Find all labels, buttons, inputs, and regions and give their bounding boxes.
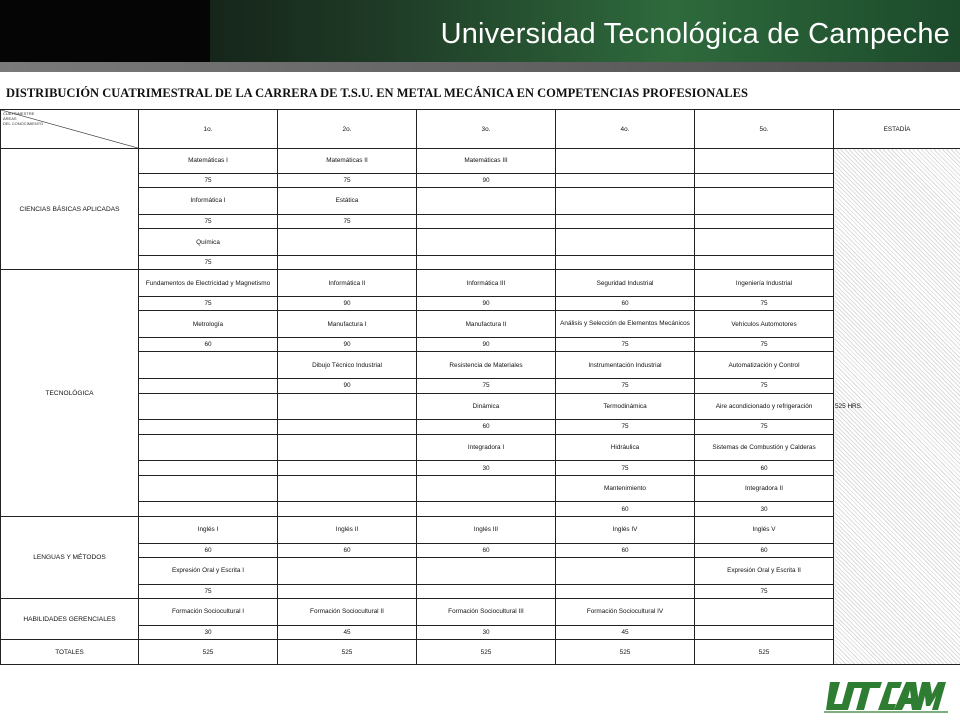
subject-cell: Matemáticas III [417,149,556,174]
header-gray-bar [0,62,960,72]
header-dark-panel [0,0,210,62]
hours-cell: 75 [556,420,695,434]
subject-cell: Ingeniería Industrial [695,270,834,297]
column-header-estadia: ESTADÍA [834,110,960,149]
empty-cell [278,434,417,461]
empty-cell [695,229,834,256]
subject-cell: Manufactura II [417,311,556,338]
corner-label-semester: CUATRIMESTRE [3,111,35,116]
table-row [1,584,960,598]
table-row [1,502,960,516]
area-habilidades-gerenciales: HABILIDADES GERENCIALES [1,599,139,640]
table-row [1,149,960,174]
subject-cell: Hidráulica [556,434,695,461]
hours-cell: 60 [695,543,834,557]
empty-cell [139,502,278,516]
empty-cell [695,149,834,174]
table-row [1,393,960,420]
hours-cell: 75 [139,173,278,187]
empty-cell [139,475,278,502]
column-header-3: 3o. [417,110,556,149]
table-row [1,420,960,434]
table-row [1,557,960,584]
table-row [1,229,960,256]
hours-cell: 75 [695,296,834,310]
subject-cell: Metrología [139,311,278,338]
empty-cell [556,557,695,584]
header-banner [0,0,960,62]
subject-cell: Inglés V [695,516,834,543]
empty-cell [417,188,556,215]
empty-cell [139,461,278,475]
hours-cell: 45 [556,625,695,639]
column-header-5: 5o. [695,110,834,149]
empty-cell [139,393,278,420]
empty-cell [417,255,556,269]
table-header-row [1,110,960,149]
subject-cell: Informática III [417,270,556,297]
hours-cell: 75 [139,296,278,310]
corner-header-cell [1,110,139,149]
subject-cell: Expresión Oral y Escrita I [139,557,278,584]
curriculum-table [0,109,960,665]
totals-row [1,640,960,665]
table-row [1,214,960,228]
table-row [1,173,960,187]
hours-cell: 90 [278,379,417,393]
hours-cell: 75 [695,584,834,598]
subject-cell: Termodinámica [556,393,695,420]
hours-cell: 60 [556,543,695,557]
empty-cell [695,188,834,215]
total-cell: 525 [695,640,834,665]
total-cell: 525 [139,640,278,665]
subject-cell: Formación Sociocultural III [417,599,556,626]
hours-cell: 60 [417,543,556,557]
totals-label: TOTALES [1,640,139,665]
column-header-4: 4o. [556,110,695,149]
empty-cell [556,584,695,598]
empty-cell [695,625,834,639]
table-row [1,270,960,297]
subject-cell: Vehículos Automotores [695,311,834,338]
empty-cell [417,557,556,584]
subject-cell: Mantenimiento [556,475,695,502]
subject-cell: Informática II [278,270,417,297]
subject-cell: Matemáticas I [139,149,278,174]
hours-cell: 30 [417,625,556,639]
empty-cell [139,434,278,461]
empty-cell [278,229,417,256]
subject-cell: Seguridad Industrial [556,270,695,297]
subject-cell: Expresión Oral y Escrita II [695,557,834,584]
empty-cell [278,557,417,584]
empty-cell [556,229,695,256]
hours-cell: 90 [417,173,556,187]
empty-cell [139,379,278,393]
empty-cell [278,393,417,420]
estadia-hours: 525 HRS. [835,403,863,411]
subject-cell: Inglés I [139,516,278,543]
table-row [1,543,960,557]
utcam-logo [822,678,950,714]
corner-label-areas: ÁREAS [3,116,17,121]
hours-cell: 60 [417,420,556,434]
empty-cell [556,188,695,215]
subject-cell: Dibujo Técnico Industrial [278,352,417,379]
empty-cell [417,214,556,228]
empty-cell [278,502,417,516]
table-row [1,625,960,639]
column-header-2: 2o. [278,110,417,149]
area-lenguas-metodos: LENGUAS Y MÉTODOS [1,516,139,598]
subject-cell: Dinámica [417,393,556,420]
hours-cell: 75 [417,379,556,393]
empty-cell [278,461,417,475]
subject-cell: Manufactura I [278,311,417,338]
hours-cell: 60 [139,338,278,352]
empty-cell [556,149,695,174]
empty-cell [278,584,417,598]
empty-cell [278,420,417,434]
table-row [1,434,960,461]
empty-cell [556,214,695,228]
hours-cell: 75 [139,214,278,228]
table-row [1,379,960,393]
area-tecnologica: TECNOLÓGICA [1,270,139,517]
empty-cell [695,173,834,187]
empty-cell [417,475,556,502]
empty-cell [278,475,417,502]
table-row [1,352,960,379]
subject-cell: Estática [278,188,417,215]
hours-cell: 75 [556,461,695,475]
table-row [1,311,960,338]
subject-cell: Inglés II [278,516,417,543]
hours-cell: 30 [695,502,834,516]
empty-cell [417,502,556,516]
hours-cell: 75 [139,584,278,598]
table-row [1,188,960,215]
empty-cell [695,599,834,626]
hours-cell: 60 [695,461,834,475]
hours-cell: 90 [278,338,417,352]
subject-cell: Informática I [139,188,278,215]
subject-cell: Formación Sociocultural IV [556,599,695,626]
hours-cell: 75 [556,338,695,352]
empty-cell [139,352,278,379]
subject-cell: Sistemas de Combustión y Calderas [695,434,834,461]
table-row [1,599,960,626]
subject-cell: Resistencia de Materiales [417,352,556,379]
corner-label-knowledge: DEL CONOCIMIENTO [3,121,44,126]
table-row [1,516,960,543]
hours-cell: 75 [695,379,834,393]
hours-cell: 75 [139,255,278,269]
hours-cell: 75 [556,379,695,393]
hours-cell: 60 [139,543,278,557]
empty-cell [695,214,834,228]
subject-cell: Química [139,229,278,256]
subject-cell: Formación Sociocultural II [278,599,417,626]
table-row [1,255,960,269]
hours-cell: 30 [417,461,556,475]
subject-cell: Integradora I [417,434,556,461]
hours-cell: 75 [278,173,417,187]
subject-cell: Inglés III [417,516,556,543]
table-row [1,296,960,310]
empty-cell [139,420,278,434]
subject-cell: Inglés IV [556,516,695,543]
hours-cell: 60 [556,296,695,310]
subject-cell: Aire acondicionado y refrigeración [695,393,834,420]
document-title: DISTRIBUCIÓN CUATRIMESTRAL DE LA CARRERA DE T.S.U. EN METAL MECÁNICA EN COMPETENCIAS PROFESIONALES [6,86,748,100]
hours-cell: 90 [417,338,556,352]
subject-cell: Instrumentación Industrial [556,352,695,379]
hours-cell: 90 [278,296,417,310]
table-row [1,461,960,475]
empty-cell [417,584,556,598]
hours-cell: 30 [139,625,278,639]
subject-cell: Análisis y Selección de Elementos Mecánicos [556,311,695,338]
column-header-1: 1o. [139,110,278,149]
empty-cell [556,173,695,187]
total-cell: 525 [278,640,417,665]
table-row [1,338,960,352]
total-cell: 525 [417,640,556,665]
hours-cell: 60 [278,543,417,557]
subject-cell: Matemáticas II [278,149,417,174]
table-row [1,475,960,502]
total-cell: 525 [556,640,695,665]
hours-cell: 45 [278,625,417,639]
university-title: Universidad Tecnológica de Campeche [440,18,950,50]
empty-cell [695,255,834,269]
empty-cell [417,229,556,256]
subject-cell: Formación Sociocultural I [139,599,278,626]
hours-cell: 60 [556,502,695,516]
estadia-cell [834,149,960,665]
empty-cell [556,255,695,269]
subject-cell: Fundamentos de Electricidad y Magnetismo [139,270,278,297]
hours-cell: 75 [695,420,834,434]
area-ciencias-basicas: CIENCIAS BÁSICAS APLICADAS [1,149,139,270]
subject-cell: Integradora II [695,475,834,502]
hours-cell: 75 [278,214,417,228]
hours-cell: 75 [695,338,834,352]
hours-cell: 90 [417,296,556,310]
subject-cell: Automatización y Control [695,352,834,379]
empty-cell [278,255,417,269]
